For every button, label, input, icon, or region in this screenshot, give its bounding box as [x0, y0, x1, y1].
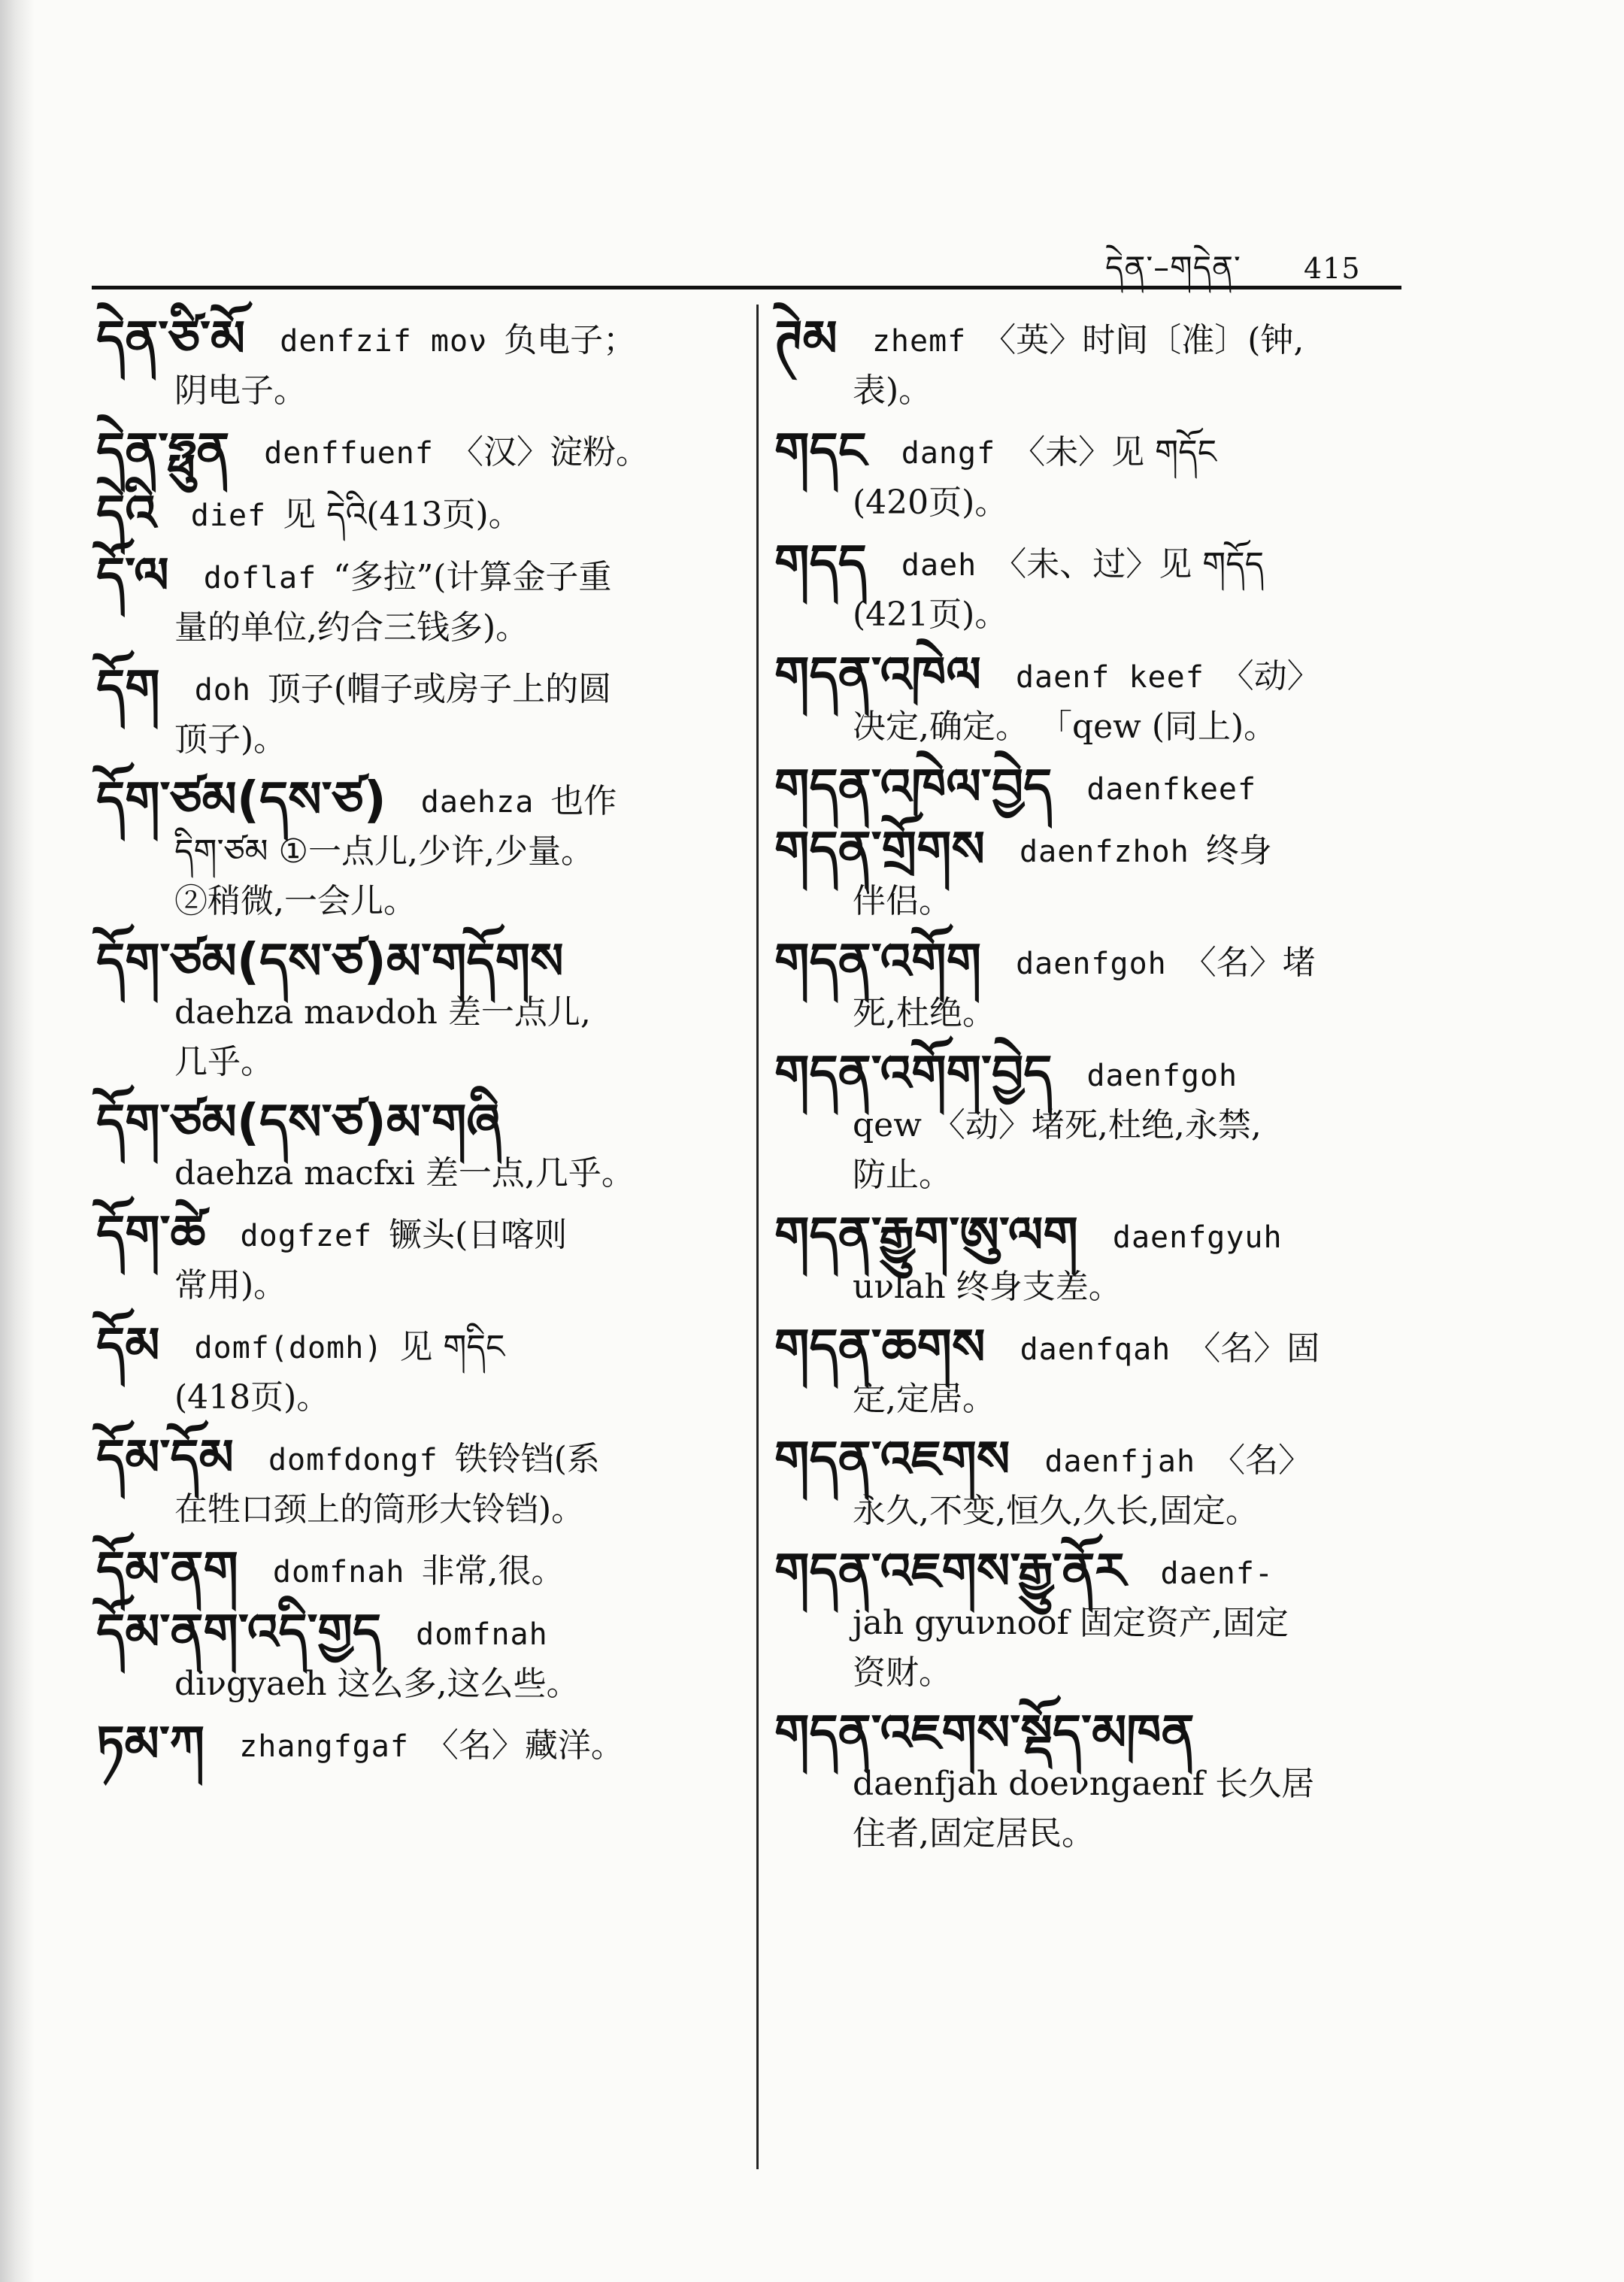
dictionary-entry — [96, 1541, 735, 1599]
romanization: daenfgyuh — [1112, 1220, 1283, 1255]
tibetan-headword: དོག — [96, 659, 160, 717]
entry-continuation-line: diνgyaeh 这么多,这么些。 — [174, 1665, 580, 1703]
dictionary-entry — [774, 534, 1413, 640]
romanization: doh — [194, 673, 251, 708]
entry-first-line — [96, 1317, 735, 1374]
column-divider — [756, 305, 759, 2169]
romanization: daeh — [901, 548, 977, 583]
tibetan-headword: གདན་ཆགས — [774, 1318, 986, 1376]
romanization: daenfgoh — [1086, 1059, 1238, 1093]
header-headword-range: དེན་–གདེན་ — [1105, 249, 1241, 286]
tibetan-headword: དོག་ཙམ(དས་ཙ)མ་གདོགས — [96, 932, 564, 990]
definition: 负电子； — [504, 321, 637, 359]
entry-first-line — [96, 310, 735, 368]
entry-first-line — [96, 422, 735, 480]
romanization: daenfzhoh — [1020, 835, 1189, 869]
entry-continuation-line: 常用)。 — [174, 1266, 287, 1305]
entry-first-line — [774, 1430, 1413, 1488]
entry-continuation-line: 表)。 — [853, 371, 932, 410]
tibetan-headword: གདད — [774, 534, 867, 592]
entry-first-line — [96, 1093, 735, 1151]
definition: 顶子(帽子或房子上的圆 — [267, 670, 612, 708]
dictionary-entry — [96, 1205, 735, 1311]
dictionary-entry — [96, 1429, 735, 1535]
entry-continuation-line: (421页)。 — [853, 596, 1008, 634]
header-rule — [92, 286, 1401, 289]
tibetan-headword: དོག་ཙམ(དས་ཙ) — [96, 771, 386, 829]
definition: 〈未〉见 གདོང — [1012, 433, 1217, 471]
entry-first-line — [96, 1715, 735, 1773]
entry-first-line — [96, 1429, 735, 1486]
romanization: denfzif moν — [280, 324, 488, 359]
entry-continuation-line: (418页)。 — [174, 1378, 330, 1417]
tibetan-headword: ཏམ་ཀ — [96, 1715, 205, 1773]
entry-continuation-line: qew 〈动〉堵死,杜绝,永禁, — [853, 1106, 1262, 1144]
entry-continuation-line: 永久,不变,恒久,久长,固定。 — [853, 1492, 1259, 1530]
entry-first-line — [96, 659, 735, 717]
entry-continuation-line: 阴电子。 — [174, 371, 307, 410]
romanization: dogfzef — [240, 1219, 373, 1253]
definition: “多拉”(计算金子重 — [333, 558, 612, 596]
entry-first-line — [774, 1318, 1413, 1376]
dictionary-entry — [96, 1093, 735, 1199]
romanization: domfdongf — [268, 1443, 438, 1477]
entry-continuation-line: 防止。 — [853, 1156, 952, 1194]
entry-first-line — [96, 1205, 735, 1262]
dictionary-entry — [774, 1044, 1413, 1200]
dictionary-entry — [96, 547, 735, 653]
tibetan-headword: དེའི — [96, 484, 156, 542]
romanization: zhemf — [871, 324, 967, 359]
definition: 〈汉〉淀粉。 — [450, 433, 649, 471]
tibetan-headword: དོམ་ནག — [96, 1541, 238, 1599]
entry-continuation-line: daehza macfxi 差一点,几乎。 — [174, 1154, 635, 1193]
definition: 铁铃铛(系 — [454, 1440, 600, 1478]
entry-continuation-line: (420页)。 — [853, 483, 1008, 522]
dictionary-entry — [774, 1430, 1413, 1536]
entry-first-line — [774, 422, 1413, 480]
tibetan-headword: དེན་ཧྥུན — [96, 422, 230, 480]
romanization: daenf keef — [1015, 660, 1204, 695]
entry-continuation-line: 几乎。 — [174, 1043, 274, 1081]
tibetan-headword: གདང — [774, 422, 867, 480]
entry-continuation-line: daenfjah doeνngaenf 长久居 — [853, 1765, 1315, 1803]
tibetan-headword: དོམ — [96, 1317, 160, 1374]
entry-continuation-line: 定,定居。 — [853, 1380, 995, 1418]
definition: 〈名〉藏洋。 — [425, 1726, 624, 1765]
dictionary-entry — [774, 646, 1413, 752]
entry-continuation-line: jah gyuνnoof 固定资产,固定 — [853, 1604, 1289, 1642]
definition: 〈动〉 — [1220, 657, 1320, 696]
entry-first-line — [774, 1704, 1413, 1762]
romanization: daenfgoh — [1016, 947, 1167, 981]
tibetan-headword: དོམ་དོམ — [96, 1429, 234, 1486]
definition: 〈名〉堵 — [1183, 944, 1316, 982]
tibetan-headword: གདན་འཇགས་རྒྱུ་ནོར — [774, 1542, 1126, 1600]
dictionary-entry — [96, 484, 735, 542]
tibetan-headword: གདན་འཇགས — [774, 1430, 1010, 1488]
tibetan-headword: དོག་ཙམ(དས་ཙ)མ་གཞི — [96, 1093, 501, 1151]
tibetan-headword: གདན་འཇགས་སྡོད་མཁན — [774, 1704, 1195, 1762]
entry-continuation-line: 量的单位,约合三钱多)。 — [174, 608, 529, 647]
romanization: daehza — [420, 785, 535, 820]
dictionary-entry — [774, 820, 1413, 926]
entry-continuation-line: 顶子)。 — [174, 720, 287, 759]
running-header — [1105, 232, 1361, 321]
tibetan-headword: གདན་འཁེལ་བྱེད — [774, 758, 1053, 816]
dictionary-entry — [774, 932, 1413, 1038]
tibetan-headword: དེན་ཙི་མོ — [96, 310, 246, 368]
romanization: domfnah — [416, 1617, 548, 1652]
tibetan-headword: དོ་ལ — [96, 547, 169, 605]
entry-continuation-line: དིག་ཙམ ①一点儿,少许,少量。 — [174, 832, 594, 871]
entry-continuation-line: 住者,固定居民。 — [853, 1814, 1095, 1853]
entry-first-line — [96, 771, 735, 829]
entry-first-line — [774, 534, 1413, 592]
romanization: zhangfgaf — [239, 1729, 409, 1764]
romanization: daenfqah — [1020, 1332, 1171, 1367]
dictionary-entry — [96, 659, 735, 765]
entry-continuation-line: 死,杜绝。 — [853, 994, 995, 1032]
romanization: daenfkeef — [1086, 772, 1257, 807]
entry-first-line — [96, 1603, 735, 1661]
dictionary-entry — [774, 422, 1413, 528]
dictionary-entry — [96, 1317, 735, 1423]
entry-first-line — [774, 646, 1413, 704]
romanization: daenfjah — [1044, 1444, 1196, 1479]
entry-continuation-line: daehza maνdoh 差一点儿, — [174, 993, 591, 1032]
entry-continuation-line: uνlah 终身支差。 — [853, 1268, 1122, 1306]
entry-first-line — [774, 1542, 1413, 1600]
dictionary-entry — [774, 1318, 1413, 1424]
entry-first-line — [96, 547, 735, 605]
tibetan-headword: གདན་རྒྱུག་ཨུ་ལག — [774, 1206, 1078, 1264]
entry-first-line — [774, 1206, 1413, 1264]
entry-first-line — [774, 820, 1413, 878]
dictionary-entry — [96, 310, 735, 416]
dictionary-entry — [774, 1704, 1413, 1859]
entry-continuation-line: 决定,确定。 「qew (同上)。 — [853, 708, 1277, 746]
entry-first-line — [96, 932, 735, 990]
definition: 〈未、过〉见 གདོད — [993, 545, 1265, 583]
definition: 终身 — [1205, 832, 1272, 870]
dictionary-entry — [774, 310, 1413, 416]
scan-edge-shadow — [0, 0, 35, 2282]
definition: 镢头(日喀则 — [389, 1216, 568, 1254]
entry-first-line — [774, 758, 1413, 816]
entry-first-line — [96, 1541, 735, 1599]
entry-continuation-line: 伴侣。 — [853, 882, 952, 920]
page-number: 415 — [1303, 252, 1361, 285]
romanization: domf(domh) — [194, 1331, 383, 1365]
dictionary-entry — [96, 422, 735, 480]
dictionary-entry — [774, 1542, 1413, 1698]
tibetan-headword: གདན་གྲོགས — [774, 820, 986, 878]
romanization: denffuenf — [264, 436, 434, 471]
tibetan-headword: གདན་འགོག་བྱེད — [774, 1044, 1053, 1102]
romanization: dangf — [901, 436, 996, 471]
entry-continuation-line: 资财。 — [853, 1653, 952, 1692]
dictionary-entry — [96, 1715, 735, 1773]
entry-continuation-line: 在牲口颈上的筒形大铃铛)。 — [174, 1490, 585, 1529]
dictionary-entry — [96, 932, 735, 1087]
dictionary-entry — [96, 771, 735, 926]
entry-first-line — [774, 310, 1413, 368]
definition: 见 དེའི(413页)。 — [283, 495, 522, 534]
entry-first-line — [774, 932, 1413, 990]
entry-continuation-line: ②稍微,一会儿。 — [174, 882, 417, 920]
romanization: doflaf — [203, 561, 317, 596]
tibetan-headword: ཊེམ — [774, 310, 838, 368]
romanization: dief — [190, 499, 267, 533]
tibetan-headword: གདན་འཁེལ — [774, 646, 981, 704]
tibetan-headword: གདན་འགོག — [774, 932, 982, 990]
entry-first-line — [774, 1044, 1413, 1102]
definition: 见 གདིང — [399, 1328, 505, 1366]
definition: 非常,很。 — [421, 1552, 565, 1590]
romanization: domfnah — [272, 1555, 405, 1590]
definition: 〈名〉固 — [1187, 1329, 1320, 1368]
entry-first-line — [96, 484, 735, 542]
left-column — [96, 310, 735, 1782]
definition: 也作 — [550, 782, 617, 820]
tibetan-headword: དོག་ཚེ — [96, 1205, 206, 1262]
dictionary-entry — [96, 1603, 735, 1709]
dictionary-entry — [774, 758, 1413, 816]
right-column — [774, 310, 1413, 1869]
definition: 〈名〉 — [1212, 1441, 1312, 1480]
romanization: daenf- — [1160, 1556, 1274, 1591]
dictionary-entry — [774, 1206, 1413, 1312]
tibetan-headword: དོམ་ནག་འདི་གྱད — [96, 1603, 382, 1661]
definition: 〈英〉时间〔准〕(钟, — [983, 321, 1304, 359]
